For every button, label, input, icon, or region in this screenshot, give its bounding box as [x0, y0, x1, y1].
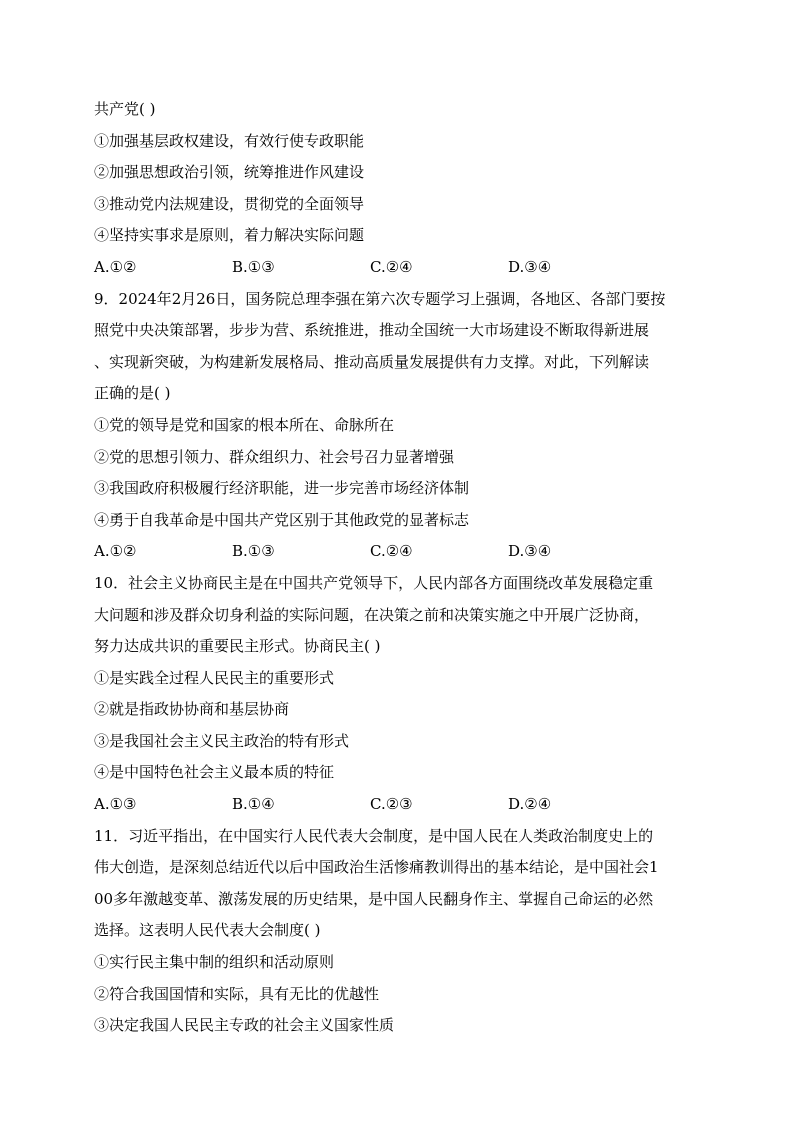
q10-option-b: B.①④ — [232, 795, 275, 814]
q10-option-a: A.①③ — [94, 795, 137, 814]
q9-options — [94, 536, 704, 568]
q8-option-c: C.②④ — [370, 257, 413, 276]
q11-stem-line: 11．习近平指出，在中国实行人民代表大会制度，是中国人民在人类政治制度史上的 — [94, 826, 654, 845]
q10-option-c: C.②③ — [370, 795, 413, 814]
q9-stem-line: 照党中央决策部署，步步为营、系统推进，推动全国统一大市场建设不断取得新进展 — [94, 321, 650, 340]
q9-item-3: ③我国政府积极履行经济职能，进一步完善市场经济体制 — [94, 479, 470, 498]
q8-item-3: ③推动党内法规建设，贯彻党的全面领导 — [94, 194, 365, 213]
q9-item-2: ②党的思想引领力、群众组织力、社会号召力显著增强 — [94, 447, 455, 466]
q10-item-2: ②就是指政协协商和基层协商 — [94, 700, 290, 719]
q8-item-2: ②加强思想政治引领，统筹推进作风建设 — [94, 163, 365, 182]
q9-item-1: ①党的领导是党和国家的根本所在、命脉所在 — [94, 415, 395, 434]
q11-stem — [94, 821, 704, 947]
q10-stem — [94, 568, 704, 663]
q8-item-4: ④坚持实事求是原则，着力解决实际问题 — [94, 226, 365, 245]
q9-option-d: D.③④ — [508, 542, 552, 561]
q9-option-a: A.①② — [94, 542, 137, 561]
q10-stem-line: 大问题和涉及群众切身利益的实际问题，在决策之前和决策实施之中开展广泛协商， — [94, 605, 650, 624]
q10-stem-line: 10．社会主义协商民主是在中国共产党领导下，人民内部各方面围绕改革发展稳定重 — [94, 573, 654, 592]
q8-option-a: A.①② — [94, 257, 137, 276]
q11-stem-line: 伟大创造，是深刻总结近代以后中国政治生活惨痛教训得出的基本结论，是中国社会1 — [94, 858, 659, 877]
q8-stem-tail: 共产党( ) — [94, 100, 156, 118]
q11-stem-line: 选择。这表明人民代表大会制度( ) — [94, 921, 321, 940]
q8-item-1: ①加强基层政权建设，有效行使专政职能 — [94, 131, 365, 150]
q8-option-d: D.③④ — [508, 257, 552, 276]
q10-stem-line: 努力达成共识的重要民主形式。协商民主( ) — [94, 637, 381, 656]
q8-option-b: B.①③ — [232, 257, 275, 276]
q10-item-4: ④是中国特色社会主义最本质的特征 — [94, 763, 335, 782]
q11-item-1: ①实行民主集中制的组织和活动原则 — [94, 953, 335, 972]
q9-stem-line: 9．2024年2月26日，国务院总理李强在第六次专题学习上强调，各地区、各部门要按 — [94, 289, 666, 308]
q10-option-d: D.②④ — [508, 795, 552, 814]
page-content — [94, 94, 704, 1042]
q10-item-3: ③是我国社会主义民主政治的特有形式 — [94, 731, 350, 750]
q11-item-3: ③决定我国人民民主专政的社会主义国家性质 — [94, 1016, 395, 1035]
q9-option-b: B.①③ — [232, 542, 275, 561]
q10-item-1: ①是实践全过程人民民主的重要形式 — [94, 668, 335, 687]
q8-options — [94, 252, 704, 284]
q11-item-2: ②符合我国国情和实际，具有无比的优越性 — [94, 984, 380, 1003]
q9-stem-line: 正确的是( ) — [94, 384, 171, 403]
q11-stem-line: 00多年激越变革、激荡发展的历史结果，是中国人民翻身作主、掌握自己命运的必然 — [94, 889, 654, 908]
q9-item-4: ④勇于自我革命是中国共产党区别于其他政党的显著标志 — [94, 510, 470, 529]
q9-option-c: C.②④ — [370, 542, 413, 561]
q10-options — [94, 789, 704, 821]
q9-stem — [94, 284, 704, 410]
q9-stem-line: 、实现新突破，为构建新发展格局、推动高质量发展提供有力支撑。对此，下列解读 — [94, 352, 650, 371]
